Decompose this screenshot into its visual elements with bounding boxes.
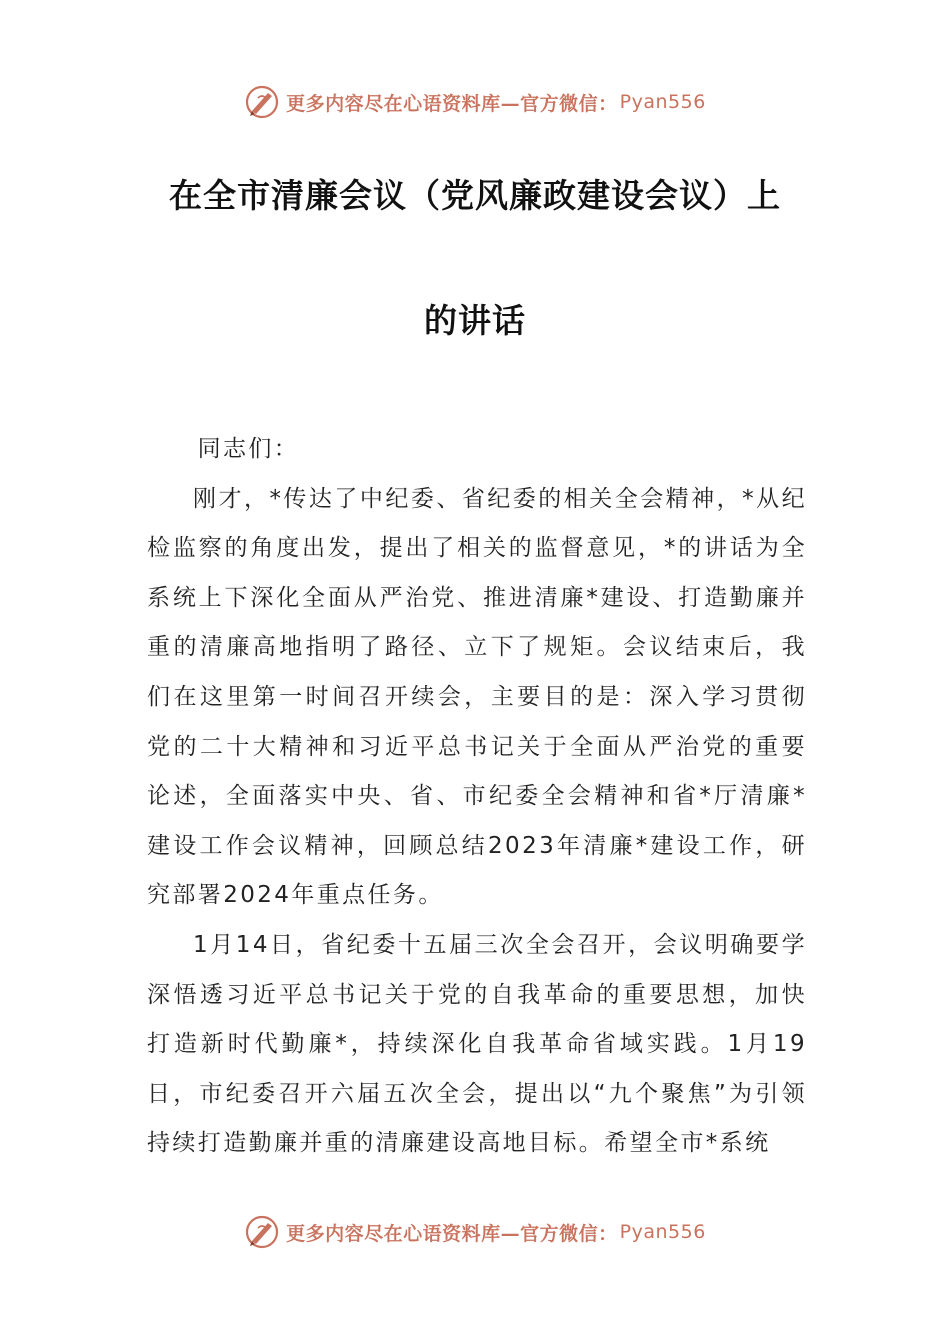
header-watermark bbox=[0, 82, 950, 122]
document-title-line-2: 的讲话 bbox=[424, 301, 526, 340]
watermark-text: 更多内容尽在心语资料库—官方微信： bbox=[286, 92, 618, 115]
paragraph: 1月14日，省纪委十五届三次全会召开，会议明确要学深悟透习近平总书记关于党的自我革命的重要思想，加快打造新时代勤廉*，持续深化自我革命省域实践。1月19日，市纪委召开六届五次全会，提出以“九个聚焦”为引领持续打造勤廉并重的清廉建设高地目标。希望全市*系统 bbox=[147, 931, 807, 1157]
watermark-wechat-id: Pyan556 bbox=[619, 1221, 706, 1243]
paragraph: 刚才，*传达了中纪委、省纪委的相关全会精神，*从纪检监察的角度出发，提出了相关的监督意见，*的讲话为全系统上下深化全面从严治党、推进清廉*建设、打造勤廉并重的清廉高地指明了路径、立下了规矩。会议结束后，我们在这里第一时间召开续会，主要目的是：深入学习贯彻党的二十大精神和习近平总书记关于全面从严治党的重要论述，全面落实中央、省、市纪委全会精神和省*厅清廉*建设工作会议精神，回顾总结2023年清廉*建设工作，研究部署2024年重点任务。 bbox=[147, 485, 807, 909]
watermark-wechat-id: Pyan556 bbox=[619, 91, 706, 113]
pen-logo-icon bbox=[244, 84, 280, 120]
pen-logo-icon bbox=[244, 1214, 280, 1250]
document-body bbox=[147, 425, 807, 1169]
greeting: 同志们： bbox=[197, 436, 300, 462]
document-title-line-1: 在全市清廉会议（党风廉政建设会议）上 bbox=[169, 176, 781, 215]
footer-watermark bbox=[0, 1212, 950, 1252]
watermark-text: 更多内容尽在心语资料库—官方微信： bbox=[286, 1222, 618, 1245]
